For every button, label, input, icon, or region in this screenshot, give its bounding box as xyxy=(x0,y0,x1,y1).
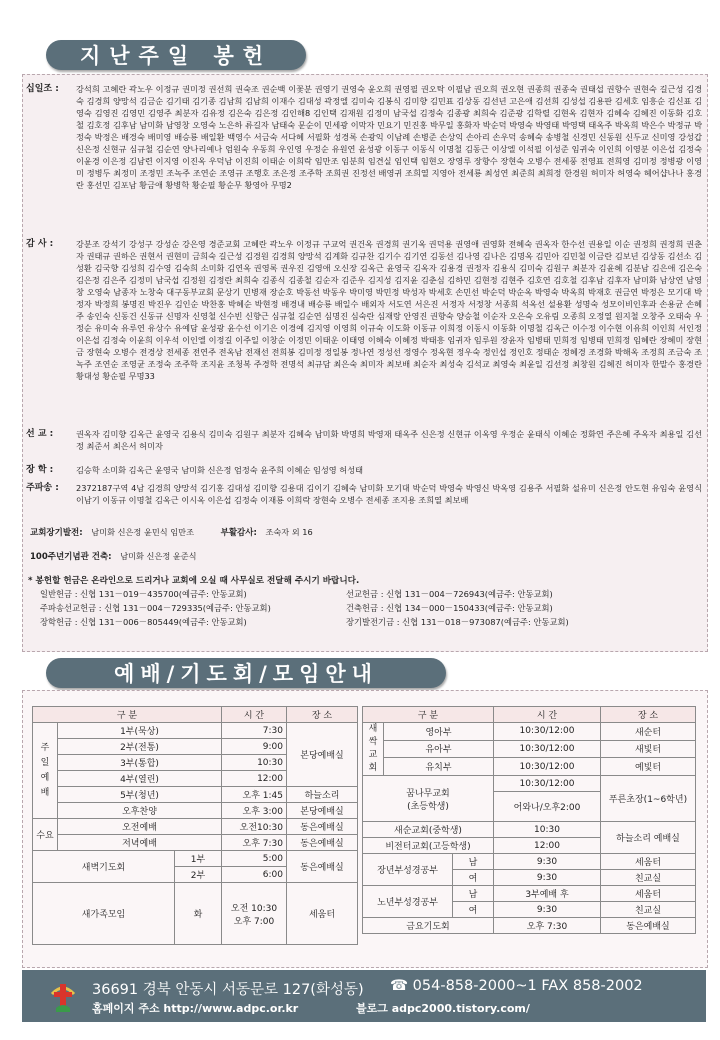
kids-name-2: (초등학생) xyxy=(407,801,449,812)
account-mission: 선교헌금 : 신협 131－004－726943(예금주: 안동교회) xyxy=(346,589,553,599)
youth-time: 12:00 xyxy=(494,838,601,854)
kids-time: 10:30/12:00 xyxy=(494,776,601,792)
service-name: 1부(묵상) xyxy=(58,723,222,739)
offering-label: 장 학 : xyxy=(26,465,54,475)
youth-time: 10:30 xyxy=(494,822,601,838)
section-title-schedule: 예배/기도회/모임안내 xyxy=(46,658,446,688)
offering-label: 주파송 : xyxy=(26,483,59,493)
account-name: 선교헌금 xyxy=(346,589,379,599)
service-time: 7:30 xyxy=(222,723,287,739)
footer-phone: ☎ 054-858-2000~1 FAX 858-2002 xyxy=(390,978,643,994)
dept-time: 10:30/12:00 xyxy=(494,758,601,776)
dawn-label: 새벽기도회 xyxy=(33,851,175,883)
note-longterm xyxy=(30,526,313,538)
service-time: 12:00 xyxy=(222,771,287,787)
service-place: 본당예배실 xyxy=(287,803,358,819)
dawn-place: 동은예배실 xyxy=(287,851,358,883)
service-place: 동은예배실 xyxy=(287,819,358,835)
account-name: 건축헌금 xyxy=(346,603,379,613)
col-header: 구 분 xyxy=(363,707,494,723)
church-school-label: 새 싹 교 회 xyxy=(363,723,384,776)
gender: 여 xyxy=(453,870,494,886)
offering-label: 십일조 : xyxy=(26,84,59,94)
dept-time: 10:30/12:00 xyxy=(494,723,601,741)
offering-scholarship xyxy=(26,464,702,476)
kids-name xyxy=(363,776,494,822)
family-place: 세움터 xyxy=(287,883,358,945)
col-header: 시 간 xyxy=(222,707,287,723)
family-time xyxy=(222,883,287,945)
service-name: 4부(열린) xyxy=(58,771,222,787)
col-header: 장 소 xyxy=(287,707,358,723)
gender: 남 xyxy=(453,886,494,902)
col-header: 구 분 xyxy=(33,707,222,723)
church-cross-logo-icon xyxy=(50,978,76,1014)
account-general: 일반헌금 : 신협 131－019－435700(예금주: 안동교회) xyxy=(40,589,247,599)
kids-place: 푸른초장(1~6학년) xyxy=(601,776,696,822)
study-time: 9:30 xyxy=(494,854,601,870)
friday-place: 동은예배실 xyxy=(601,918,696,934)
footer-blog[interactable]: 블로그 adpc2000.tistory.com/ xyxy=(356,1002,530,1015)
dawn-part: 2부 xyxy=(175,867,222,883)
elder-study-label: 노년부성경공부 xyxy=(363,886,453,918)
study-time: 9:30 xyxy=(494,870,601,886)
study-place: 세움터 xyxy=(601,854,696,870)
col-header: 시 간 xyxy=(494,707,601,723)
section-title-offerings: 지난주일 봉헌 xyxy=(46,40,306,70)
study-place: 세움터 xyxy=(601,886,696,902)
offering-thanks xyxy=(26,238,702,382)
account-name: 주파송선교헌금 xyxy=(40,603,97,613)
account-scholarship: 장학헌금 : 신협 131－006－805449(예금주: 안동교회) xyxy=(40,617,247,627)
service-name: 오전예배 xyxy=(58,819,222,835)
account-longterm: 장기발전기금 : 신협 131－018－973087(예금주: 안동교회) xyxy=(346,617,569,627)
gender: 여 xyxy=(453,902,494,918)
note-label: 부활감사: xyxy=(220,528,257,538)
schedule-table-right xyxy=(362,706,696,934)
family-time-2: 오후 7:00 xyxy=(233,916,275,927)
family-time-1: 오전 10:30 xyxy=(230,903,278,914)
service-name: 5부(청년) xyxy=(58,787,222,803)
study-place: 친교실 xyxy=(601,870,696,886)
dept-place: 새빛터 xyxy=(601,740,696,758)
account-weekly-mission: 주파송선교헌금 : 신협 131－004－729335(예금주: 안동교회) xyxy=(40,603,271,613)
dept-name: 유치부 xyxy=(384,758,494,776)
account-value: 신협 131－019－435700(예금주: 안동교회) xyxy=(80,589,247,599)
service-time: 9:00 xyxy=(222,739,287,755)
sunday-group-label: 주 일 예 배 xyxy=(33,723,58,819)
dept-place: 새순터 xyxy=(601,723,696,741)
dept-time: 10:30/12:00 xyxy=(494,740,601,758)
family-day: 화 xyxy=(175,883,222,945)
service-time: 오후 1:45 xyxy=(222,787,287,803)
service-name: 3부(통합) xyxy=(58,755,222,771)
youth-place: 하늘소리 예배실 xyxy=(601,822,696,854)
offering-names: 김승학 소미화 김옥근 윤영국 남미화 신은정 엄정숙 윤주희 이혜순 임성영 허성태 xyxy=(76,465,364,475)
wed-group-label: 수요 xyxy=(33,819,58,851)
offering-names: 강분조 강석기 강성구 강성순 강은영 경준교회 고혜란 곽노우 이정규 구교억 권건옥 권경희 권기옥 권덕용 권영애 권영화 전혜숙 권옥자 한수선 권용일 이순 권정희 권정희 권춘자 권태규 권하은 권현서 권현미 금희숙 길근성 김경원 김경희 양망석 김계화 김규찬 김기수 김기연 김동선 김나영 김나은 김명옥 김민아 김민철 이금란 김보년 김상동 김선소 김성환 김국향 김성희 김수영 김숙희 소미화 김연옥 권영록 권우진 김영애 오신장 김옥근 윤영국 김옥자 김용경 권정자 김용식 김미숙 김원구 최분자 김윤혜 김분남 김은애 김은숙 김은정 김은주 김정미 남국섭 김정원 김정란 최희숙 김종식 김종철 김순자 김준우 김지성 김지윤 김춘심 김하민 김현정 김현주 김호연 김호철 김후남 김후자 남미화 남상연 남영창 오영숙 남종자 노창숙 대구동부교회 문상기 민병재 장순호 박동선 박동우 박미영 박민정 박성자 박세호 손민선 박순덕 박순옥 박영숙 박옥희 박재호 권금연 박정은 모기대 박정자 박정희 봉명진 박진우 김인순 박찬홍 박혜순 박현정 배경내 배승룡 배일수 배외자 서도연 서은진 서정자 서정창 서종희 석옥선 설용환 성명숙 성모이비인후과 손용균 손혜주 송인숙 신동건 신동규 신명자 신영철 신수빈 신향근 심규철 김순연 심명진 심숙란 심재랑 안영진 권향숙 양승철 이순자 오은숙 오유림 오종희 오정열 원지철 오창주 오태숙 우정순 유미숙 유루연 유상수 유예담 윤성광 윤수선 이기은 이경예 김지영 이영희 이규숙 이도화 이동규 이희정 이동시 이동화 이명철 김옥근 이수정 이수현 이유희 이인희 서인정 이은섭 김정숙 이윤희 이우석 이인엘 이정길 이주일 이창순 이정민 이태운 이태영 이혜숙 이혜정 박태흥 임귀자 임루원 장윤자 임병태 민희정 임병태 민희정 임혜란 장혜미 장현금 장현숙 오병수 전경상 전세종 전연주 전옥남 전재선 전희봉 김미정 정일봉 정나연 정성선 정영수 정옥현 정우숙 정인섭 정인호 정태순 정혜경 조경화 박해옥 조정희 조금숙 조녹주 조연순 조영균 조정숙 조주학 조지윤 조청복 주경학 전명석 최규담 최은숙 최미자 최보배 최순자 최성숙 김석교 최영숙 최윤일 김선정 최창원 김혜진 허미자 한말수 홍경란 황대성 황순필 무명33 xyxy=(76,239,702,381)
note-building xyxy=(30,550,197,562)
note-label: 100주년기념관 건축: xyxy=(30,552,112,562)
account-name: 일반헌금 xyxy=(40,589,73,599)
footer-homepage[interactable]: 홈페이지 주소 http://www.adpc.or.kr xyxy=(92,1002,299,1015)
account-building: 건축헌금 : 신협 134－000－150433(예금주: 안동교회) xyxy=(346,603,553,613)
note-label: 교회장기발전: xyxy=(30,528,83,538)
service-place: 본당예배실 xyxy=(287,723,358,787)
dawn-time: 6:00 xyxy=(222,867,287,883)
service-name: 저녁예배 xyxy=(58,835,222,851)
note-text: 조숙자 외 16 xyxy=(265,527,313,537)
gender: 남 xyxy=(453,854,494,870)
dept-place: 예빛터 xyxy=(601,758,696,776)
col-header: 장 소 xyxy=(601,707,696,723)
family-label: 새가족모임 xyxy=(33,883,175,945)
offering-weekly-mission xyxy=(26,482,702,506)
account-value: 신협 131－006－805449(예금주: 안동교회) xyxy=(80,617,247,627)
study-place: 친교실 xyxy=(601,902,696,918)
service-time: 오후 7:30 xyxy=(222,835,287,851)
friday-name: 금요기도회 xyxy=(363,918,494,934)
footer-address: 36691 경북 안동시 서동문로 127(화성동) xyxy=(92,982,364,998)
offering-names: 강석희 고혜란 곽노우 이정규 권미정 권선희 권숙조 권순백 이꽃분 권영기 권영숙 윤오희 권영필 권오탁 이필남 권오희 권오현 권종희 권종숙 권태섭 권향수 권현숙 길근성 김경숙 김경희 양망석 김금순 김기태 김기종 김남희 김남희 이재수 김대성 곽정엘 김미숙 김봉식 김미향 김민표 김상동 김선년 고은애 김선희 김성섭 김용판 김세호 임흥순 김신표 김영숙 김영진 김영민 김영주 최분자 김유정 김은숙 김은정 김인해8 김인택 김재원 김정미 남국섭 김정숙 김종광 최희숙 김준광 김학렬 김현옥 김현자 김혜숙 김혜진 이동화 김호철 김호정 김후남 남미화 남영창 오영숙 노은하 류길자 남태숙 문순이 민세광 이막자 민요기 민진홍 박무일 홍화자 박순덕 박영숙 박영태 박영택 태옥주 박옥희 박은수 박정규 박정숙 박정은 배경숙 배미영 배승룡 배일환 백영수 서금숙 서다혜 서필화 성경록 손광익 이남례 손병준 손상익 손아리 손우덕 송혜숙 송병철 신경민 신동원 신두교 신미영 강성갑 신은정 신현규 심규철 김순연 양나리예나 엄원숙 우동희 우인영 우정순 유원연 윤성광 이동구 이동식 이명철 김동근 이상엘 이석필 이성준 임귀숙 이인희 이영분 이은섭 김정숙 이윤경 이은정 김남련 이지영 이진옥 우덕남 이진희 이태순 이희락 임만조 임분희 임견실 임인택 임현오 장영루 장향수 장현숙 오병수 전세풍 전영표 전희영 김미정 정병광 이영미 정병두 최정미 조정민 조녹주 조연순 조영규 조행호 조은정 조주학 조희권 진정선 배영귀 조희열 지영아 전세룡 최성연 최준희 최희정 한경원 허미자 허영숙 헤어샵나나 홍경란 홍선민 김포남 황금애 황병학 황순필 황순무 황영아 무명2 xyxy=(76,84,702,190)
friday-time: 오후 7:30 xyxy=(494,918,601,934)
offering-tithe xyxy=(26,83,702,191)
note-text: 남미화 신은정 윤민식 임만조 xyxy=(91,527,194,537)
account-value: 신협 131－018－973087(예금주: 안동교회) xyxy=(402,617,569,627)
service-time: 오전10:30 xyxy=(222,819,287,835)
account-value: 신협 134－000－150433(예금주: 안동교회) xyxy=(386,603,553,613)
study-time: 9:30 xyxy=(494,902,601,918)
service-time: 오후 3:00 xyxy=(222,803,287,819)
dawn-part: 1부 xyxy=(175,851,222,867)
offering-names: 권옥자 김미향 김옥근 윤영국 김용식 김미숙 김원구 최분자 김혜숙 남미화 박명희 박영재 태옥주 신은정 신현규 이옥영 우정순 윤태식 이혜순 정화연 주은혜 주옥자 최용일 김선정 최준서 최은서 허미자 xyxy=(76,429,702,451)
schedule-table-left xyxy=(32,706,358,945)
offering-label: 감 사 : xyxy=(26,239,54,249)
offering-notice: * 봉헌할 헌금은 온라인으로 드리거나 교회에 오실 때 사무실로 전달해 주시기 바랍니다. xyxy=(28,576,360,586)
footer-bar xyxy=(22,970,706,1022)
dept-name: 유아부 xyxy=(384,740,494,758)
service-name: 2부(전통) xyxy=(58,739,222,755)
study-time: 3부예배 후 xyxy=(494,886,601,902)
offering-names: 2372187구역 4남 김경희 양망석 김기홍 김대성 김미향 김용대 김이기 김혜숙 남미화 모기대 박순덕 박영숙 박영신 박옥영 김용주 서필화 설유미 신은정 안도현 유임숙 윤영식 이남기 이동규 이명철 김옥근 이시옥 이은섭 김정숙 이재룡 이희락 장현숙 오병수 전세종 조지용 조희열 최보배 xyxy=(76,483,702,505)
service-name: 오후찬양 xyxy=(58,803,222,819)
offering-mission xyxy=(26,428,702,452)
youth-name: 비전터교회(고등학생) xyxy=(363,838,494,854)
service-time: 10:30 xyxy=(222,755,287,771)
dawn-time: 5:00 xyxy=(222,851,287,867)
kids-name-1: 꿈나무교회 xyxy=(406,788,450,799)
kids-time: 어와나/오후2:00 xyxy=(494,792,601,822)
account-name: 장기발전기금 xyxy=(346,617,395,627)
account-value: 신협 131－004－726943(예금주: 안동교회) xyxy=(386,589,553,599)
account-name: 장학헌금 xyxy=(40,617,73,627)
men-study-label: 장년부성경공부 xyxy=(363,854,453,886)
offering-label: 선 교 : xyxy=(26,429,54,439)
account-value: 신협 131－004－729335(예금주: 안동교회) xyxy=(104,603,271,613)
note-text: 남미화 신은정 윤준식 xyxy=(120,551,197,561)
service-place: 동은예배실 xyxy=(287,835,358,851)
service-place: 하늘소리 xyxy=(287,787,358,803)
youth-name: 새순교회(중학생) xyxy=(363,822,494,838)
dept-name: 영아부 xyxy=(384,723,494,741)
